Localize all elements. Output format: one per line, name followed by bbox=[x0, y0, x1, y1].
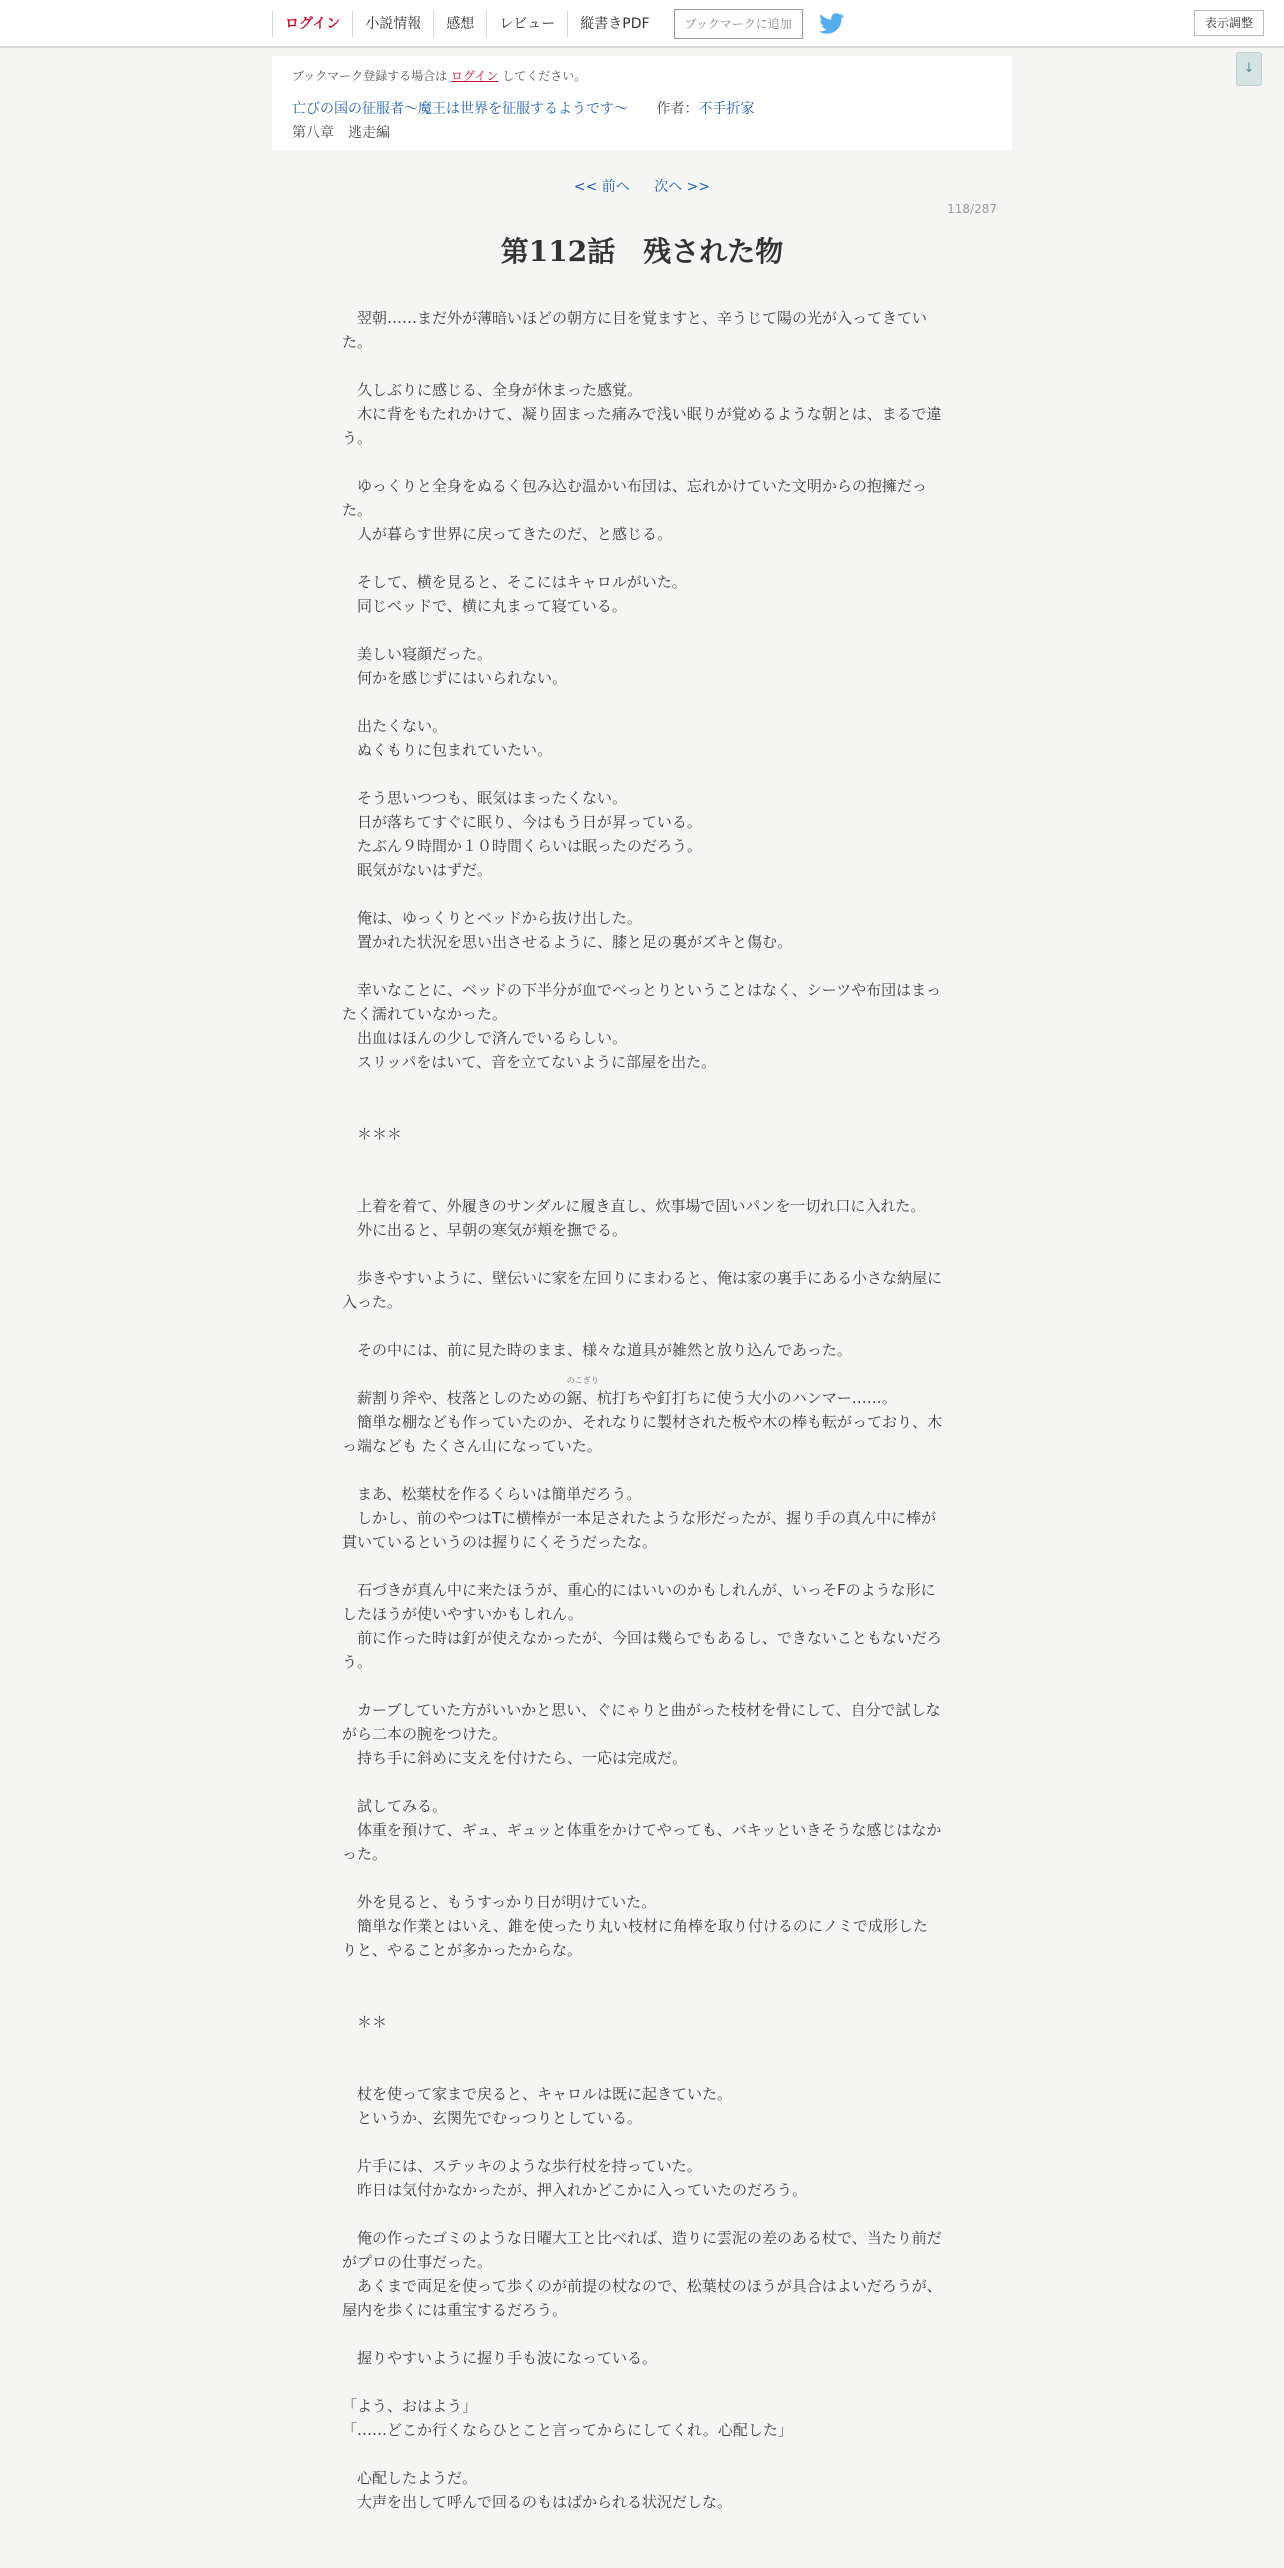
blank-line bbox=[342, 2058, 942, 2082]
main-nav bbox=[272, 10, 845, 38]
add-bookmark-button[interactable]: ブックマークに追加 bbox=[674, 9, 803, 39]
bookmark-login-link[interactable]: ログイン bbox=[451, 69, 499, 83]
nav-vertical-pdf-link[interactable]: 縦書きPDF bbox=[567, 10, 661, 38]
body-line: 試してみる。 bbox=[342, 1797, 448, 1815]
blank-line bbox=[342, 954, 942, 978]
blank-line bbox=[342, 1074, 942, 1098]
blank-line bbox=[342, 2370, 942, 2394]
blank-line bbox=[342, 2322, 942, 2346]
author-link[interactable]: 不手折家 bbox=[698, 101, 755, 117]
body-line: 心配したようだ。 bbox=[342, 2469, 478, 2487]
body-line: 外を見ると、もうすっかり日が明けていた。 bbox=[342, 1893, 657, 1911]
blank-line bbox=[342, 882, 942, 906]
body-line: その中には、前に見た時のまま、様々な道具が雑然と放り込んであった。 bbox=[342, 1341, 852, 1359]
body-line: 出血はほんの少しで済んでいるらしい。 bbox=[342, 1029, 628, 1047]
blank-line bbox=[342, 2130, 942, 2154]
body-line: 簡単な作業とはいえ、錐を使ったり丸い枝材に角棒を取り付けるのにノミで成形したりと、やることが多かったからな。 bbox=[342, 1917, 928, 1959]
blank-line bbox=[342, 1170, 942, 1194]
novel-body bbox=[342, 306, 942, 2514]
nav-login-link[interactable]: ログイン bbox=[272, 10, 352, 38]
body-line: 同じベッドで、横に丸まって寝ている。 bbox=[342, 597, 627, 615]
body-line: 「……どこか行くならひとこと言ってからにしてくれ。心配した」 bbox=[342, 2421, 793, 2439]
body-line: スリッパをはいて、音を立てないように部屋を出た。 bbox=[342, 1053, 717, 1071]
prev-episode-link[interactable]: << 前へ bbox=[573, 179, 630, 195]
body-line: 俺は、ゆっくりとベッドから抜け出した。 bbox=[342, 909, 642, 927]
body-line: ゆっくりと全身をぬるく包み込む温かい布団は、忘れかけていた文明からの抱擁だった。 bbox=[342, 477, 927, 519]
episode-title: 第112話 残された物 bbox=[500, 235, 784, 268]
body-line: 久しぶりに感じる、全身が休まった感覚。 bbox=[342, 381, 643, 399]
novel-header bbox=[272, 56, 1012, 150]
author-label: 作者： bbox=[656, 101, 699, 117]
ruby-base: 鋸 bbox=[566, 1389, 582, 1407]
top-navigation-bar bbox=[0, 0, 1284, 48]
body-line: 杖を使って家まで戻ると、キャロルは既に起きていた。 bbox=[342, 2085, 733, 2103]
body-line: まあ、松葉杖を作るくらいは簡単だろう。 bbox=[342, 1485, 642, 1503]
body-line: そして、横を見ると、そこにはキャロルがいた。 bbox=[342, 573, 687, 591]
body-line: ＊＊＊ bbox=[342, 1125, 403, 1143]
blank-line bbox=[342, 1458, 942, 1482]
episode-pager bbox=[0, 176, 1284, 196]
body-line: 眠気がないはずだ。 bbox=[342, 861, 493, 879]
body-line: そう思いつつも、眠気はまったくない。 bbox=[342, 789, 628, 807]
body-line: 翌朝……まだ外が薄暗いほどの朝方に目を覚ますと、辛うじて陽の光が入ってきていた。 bbox=[342, 309, 928, 351]
blank-line bbox=[342, 2442, 942, 2466]
blank-line bbox=[342, 2034, 942, 2058]
body-line: 人が暮らす世界に戻ってきたのだ、と感じる。 bbox=[342, 525, 673, 543]
blank-line bbox=[342, 690, 942, 714]
body-line: 日が落ちてすぐに眠り、今はもう日が昇っている。 bbox=[342, 813, 702, 831]
body-line: 簡単な棚なども作っていたのか、それなりに製材された板や木の棒も転がっており、木っ端なども たくさん山になっていた。 bbox=[342, 1413, 943, 1455]
blank-line bbox=[342, 1146, 942, 1170]
body-line: 片手には、ステッキのような歩行杖を持っていた。 bbox=[342, 2157, 702, 2175]
novel-title-row bbox=[292, 96, 992, 122]
blank-line bbox=[342, 354, 942, 378]
body-line: 俺の作ったゴミのような日曜大工と比べれば、造りに雲泥の差のある杖で、当たり前だがプロの仕事だった。 bbox=[342, 2229, 942, 2271]
blank-line bbox=[342, 1674, 942, 1698]
body-line: というか、玄関先でむっつりとしている。 bbox=[342, 2109, 643, 2127]
novel-title-link[interactable]: 亡びの国の征服者～魔王は世界を征服するようです～ bbox=[292, 101, 628, 117]
nav-impressions-link[interactable]: 感想 bbox=[433, 10, 486, 38]
nav-novel-info-link[interactable]: 小説情報 bbox=[352, 10, 433, 38]
body-line: ＊＊ bbox=[342, 2013, 388, 2031]
body-line: 「よう、おはよう」 bbox=[342, 2397, 478, 2415]
body-line: 握りやすいように握り手も波になっている。 bbox=[342, 2349, 658, 2367]
next-episode-link[interactable]: 次へ >> bbox=[654, 179, 711, 195]
down-arrow-icon: ↓ bbox=[1243, 61, 1255, 76]
body-line: 出たくない。 bbox=[342, 717, 448, 735]
body-line: 幸いなことに、ベッドの下半分が血でべっとりということはなく、シーツや布団はまったく濡れていなかった。 bbox=[342, 981, 942, 1023]
blank-line bbox=[342, 2202, 942, 2226]
blank-line bbox=[342, 1362, 942, 1386]
nav-review-link[interactable]: レビュー bbox=[486, 10, 567, 38]
body-line: 前に作った時は釘が使えなかったが、今回は幾らでもあるし、できないこともないだろう。 bbox=[342, 1629, 942, 1671]
ruby-annotation bbox=[566, 1376, 599, 1410]
blank-line bbox=[342, 618, 942, 642]
body-line: あくまで両足を使って歩くのが前提の杖なので、松葉杖のほうが具合はよいだろうが、屋内を歩くには重宝するだろう。 bbox=[342, 2277, 942, 2319]
body-line: しかし、前のやつはTに横棒が一本足されたような形だったが、握り手の真ん中に棒が貫いているというのは握りにくそうだったな。 bbox=[342, 1509, 937, 1551]
twitter-icon[interactable] bbox=[819, 13, 845, 35]
blank-line bbox=[342, 1770, 942, 1794]
body-line: 上着を着て、外履きのサンダルに履き直し、炊事場で固いパンを一切れ口に入れた。 bbox=[342, 1197, 926, 1215]
body-line: 木に背をもたれかけて、凝り固まった痛みで浅い眠りが覚めるような朝とは、まるで違う。 bbox=[342, 405, 942, 447]
blank-line bbox=[342, 450, 942, 474]
body-line: 置かれた状況を思い出させるように、膝と足の裏がズキと傷む。 bbox=[342, 933, 793, 951]
display-settings-button[interactable]: 表示調整 bbox=[1194, 10, 1264, 36]
ruby-before-text: 薪割り斧や、枝落としのための bbox=[342, 1389, 567, 1407]
body-line: 体重を預けて、ギュ、ギュッと体重をかけてやっても、バキッといきそうな感じはなかった。 bbox=[342, 1821, 942, 1863]
body-line-with-ruby bbox=[342, 1376, 942, 1410]
blank-line bbox=[342, 1314, 942, 1338]
body-line: 美しい寝顔だった。 bbox=[342, 645, 493, 663]
body-line: 何かを感じずにはいられない。 bbox=[342, 669, 568, 687]
bookmark-login-note: ブックマーク登録する場合は ログイン してください。 bbox=[292, 69, 587, 83]
body-line: カーブしていた方がいいかと思い、ぐにゃりと曲がった枝材を骨にして、自分で試しながら二本の腕をつけた。 bbox=[342, 1701, 941, 1743]
blank-line bbox=[342, 762, 942, 786]
blank-line bbox=[342, 1098, 942, 1122]
blank-line bbox=[342, 1866, 942, 1890]
ruby-reading: のこぎり bbox=[566, 1376, 599, 1385]
body-line: 歩きやすいように、壁伝いに家を左回りにまわると、俺は家の裏手にある小さな納屋に入った。 bbox=[342, 1269, 943, 1311]
body-line: 大声を出して呼んで回るのもはばかられる状況だしな。 bbox=[342, 2493, 733, 2511]
episode-count: 118/287 bbox=[947, 202, 997, 216]
blank-line bbox=[342, 546, 942, 570]
body-line: 持ち手に斜めに支えを付けたら、一応は完成だ。 bbox=[342, 1749, 688, 1767]
scroll-down-button[interactable] bbox=[1236, 52, 1262, 86]
body-line: 石づきが真ん中に来たほうが、重心的にはいいのかもしれんが、いっそFのような形にしたほうが使いやすいかもしれん。 bbox=[342, 1581, 936, 1623]
body-line: 外に出ると、早朝の寒気が頬を撫でる。 bbox=[342, 1221, 628, 1239]
blank-line bbox=[342, 1986, 942, 2010]
body-line: ぬくもりに包まれていたい。 bbox=[342, 741, 553, 759]
chapter-title: 第八章 逃走編 bbox=[292, 125, 390, 141]
body-line: たぶん９時間か１０時間くらいは眠ったのだろう。 bbox=[342, 837, 703, 855]
blank-line bbox=[342, 1554, 942, 1578]
blank-line bbox=[342, 1962, 942, 1986]
ruby-after-text: 、杭打ちや釘打ちに使う大小のハンマー……。 bbox=[581, 1389, 897, 1407]
body-line: 昨日は気付かなかったが、押入れかどこかに入っていたのだろう。 bbox=[342, 2181, 808, 2199]
blank-line bbox=[342, 1242, 942, 1266]
